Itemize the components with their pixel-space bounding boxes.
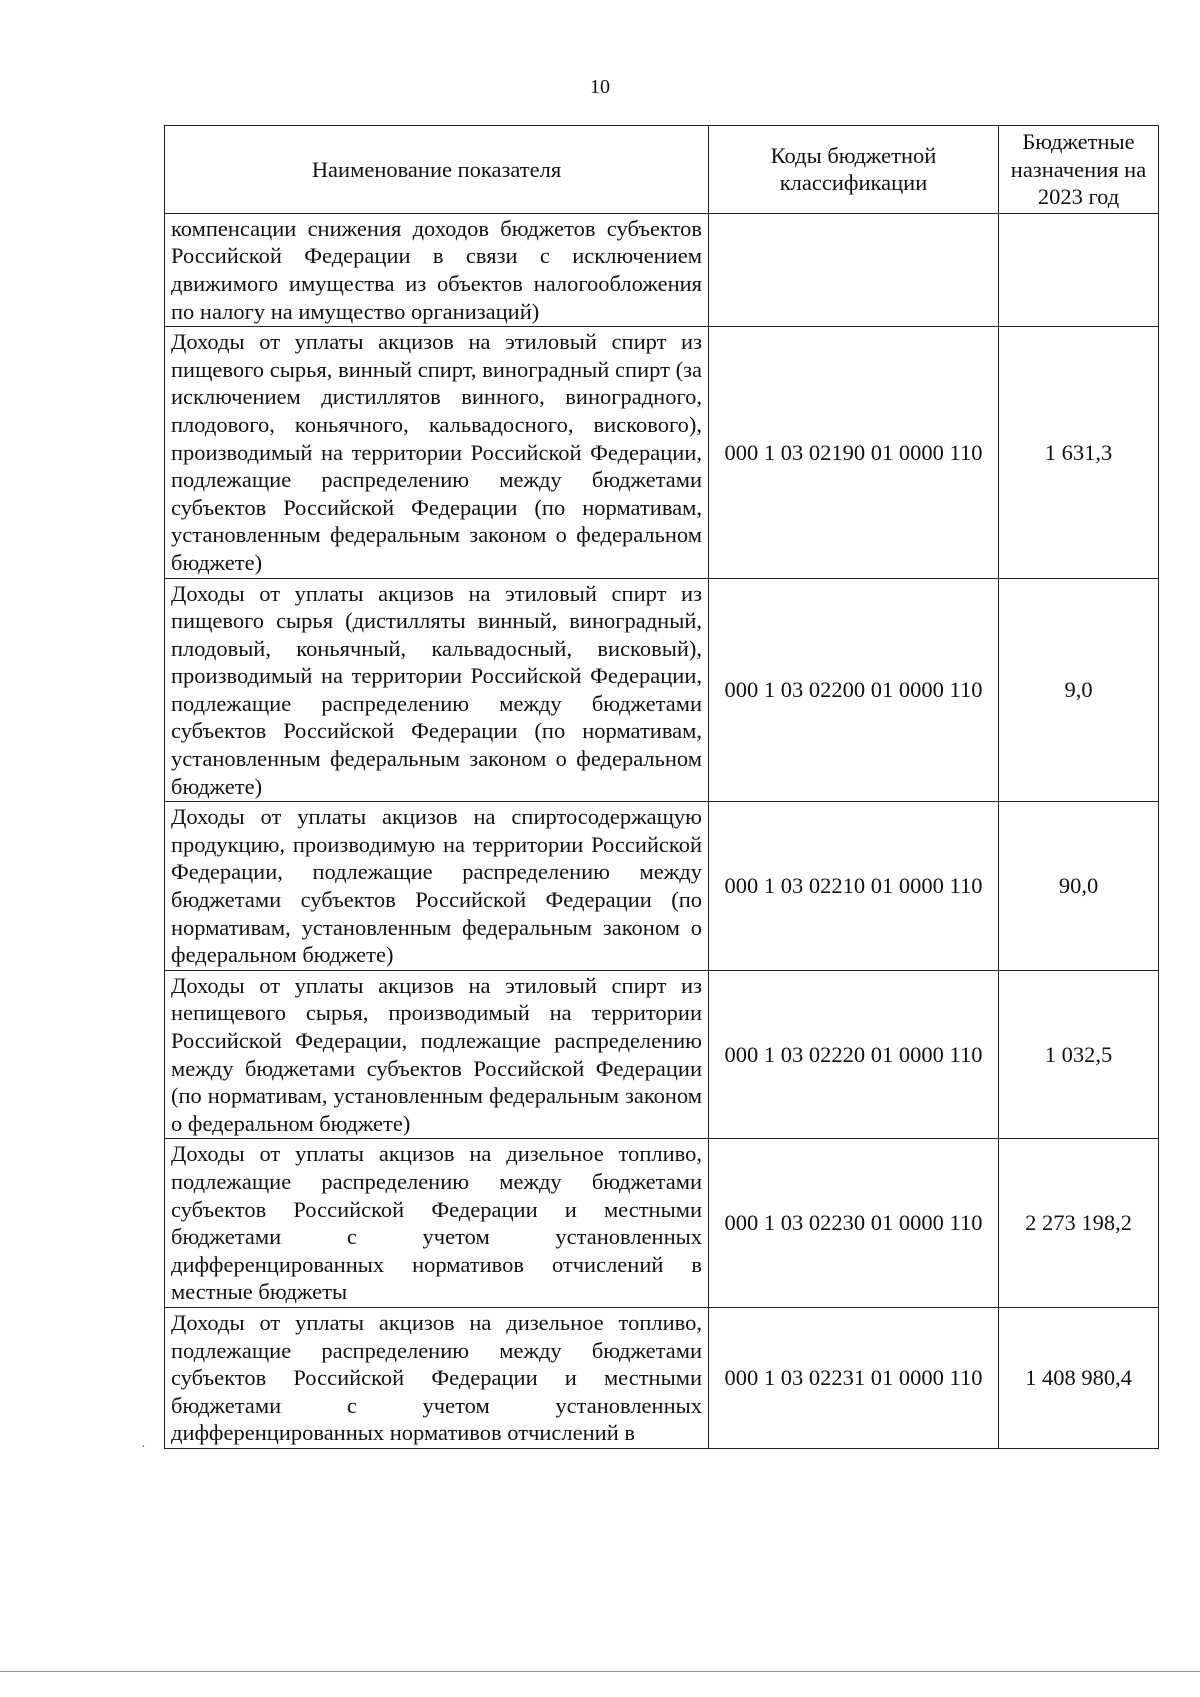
table-row <box>165 327 1159 578</box>
row-name: Доходы от уплаты акцизов на дизельное топливо, подлежащие распределению между бюджетами субъектов Российской Федерации и местными бюджетами с учетом установленных дифференцированных нормативов отчислений в местные бюджеты <box>165 1139 709 1308</box>
row-amount: 90,0 <box>999 802 1159 971</box>
row-amount: 1 032,5 <box>999 970 1159 1139</box>
row-name: Доходы от уплаты акцизов на этиловый спирт из непищевого сырья, производимый на территории Российской Федерации, подлежащие распределению между бюджетами субъектов Российской Федерации (по нормативам, установленным федеральным законом о федеральном бюджете) <box>165 970 709 1139</box>
scan-speck: · <box>141 1440 146 1455</box>
row-amount <box>999 213 1159 326</box>
row-code: 000 1 03 02231 01 0000 110 <box>709 1307 999 1448</box>
row-code: 000 1 03 02210 01 0000 110 <box>709 802 999 971</box>
row-name: Доходы от уплаты акцизов на этиловый спирт из пищевого сырья (дистилляты винный, виноградный, плодовый, коньячный, кальвадосный, висковый), производимый на территории Российской Федерации, подлежащие распределению между бюджетами субъектов Российской Федерации (по нормативам, установленным федеральным законом о федеральном бюджете) <box>165 578 709 802</box>
header-row <box>165 126 1159 214</box>
page-number: 10 <box>590 76 610 98</box>
row-name: Доходы от уплаты акцизов на этиловый спирт из пищевого сырья, винный спирт, виноградный спирт (за исключением дистиллятов винного, виноградного, плодового, коньячного, кальвадосного, вискового), производимый на территории Российской Федерации, подлежащие распределению между бюджетами субъектов Российской Федерации (по нормативам, установленным федеральным законом о федеральном бюджете) <box>165 327 709 578</box>
row-code <box>709 213 999 326</box>
row-name: Доходы от уплаты акцизов на дизельное топливо, подлежащие распределению между бюджетами субъектов Российской Федерации и местными бюджетами с учетом установленных дифференцированных нормативов отчислений в <box>165 1307 709 1448</box>
table-row <box>165 578 1159 802</box>
row-amount: 1 408 980,4 <box>999 1307 1159 1448</box>
row-amount: 2 273 198,2 <box>999 1139 1159 1308</box>
row-amount: 1 631,3 <box>999 327 1159 578</box>
table-body <box>165 213 1159 1448</box>
table-row <box>165 970 1159 1139</box>
table-row <box>165 802 1159 971</box>
row-name: компенсации снижения доходов бюджетов субъектов Российской Федерации в связи с исключением движимого имущества из объектов налогообложения по налогу на имущество организаций) <box>165 213 709 326</box>
budget-table <box>164 125 1159 1449</box>
scan-edge-line <box>0 1671 1200 1672</box>
header-code: Коды бюджетной классификации <box>709 126 999 214</box>
table-row <box>165 1139 1159 1308</box>
header-amount: Бюджетные назначения на 2023 год <box>999 126 1159 214</box>
header-name: Наименование показателя <box>165 126 709 214</box>
table-header <box>165 126 1159 214</box>
row-code: 000 1 03 02200 01 0000 110 <box>709 578 999 802</box>
row-name: Доходы от уплаты акцизов на спиртосодержащую продукцию, производимую на территории Российской Федерации, подлежащие распределению между бюджетами субъектов Российской Федерации (по нормативам, установленным федеральным законом о федеральном бюджете) <box>165 802 709 971</box>
table-row <box>165 1307 1159 1448</box>
row-amount: 9,0 <box>999 578 1159 802</box>
row-code: 000 1 03 02230 01 0000 110 <box>709 1139 999 1308</box>
row-code: 000 1 03 02190 01 0000 110 <box>709 327 999 578</box>
row-code: 000 1 03 02220 01 0000 110 <box>709 970 999 1139</box>
table-row <box>165 213 1159 326</box>
